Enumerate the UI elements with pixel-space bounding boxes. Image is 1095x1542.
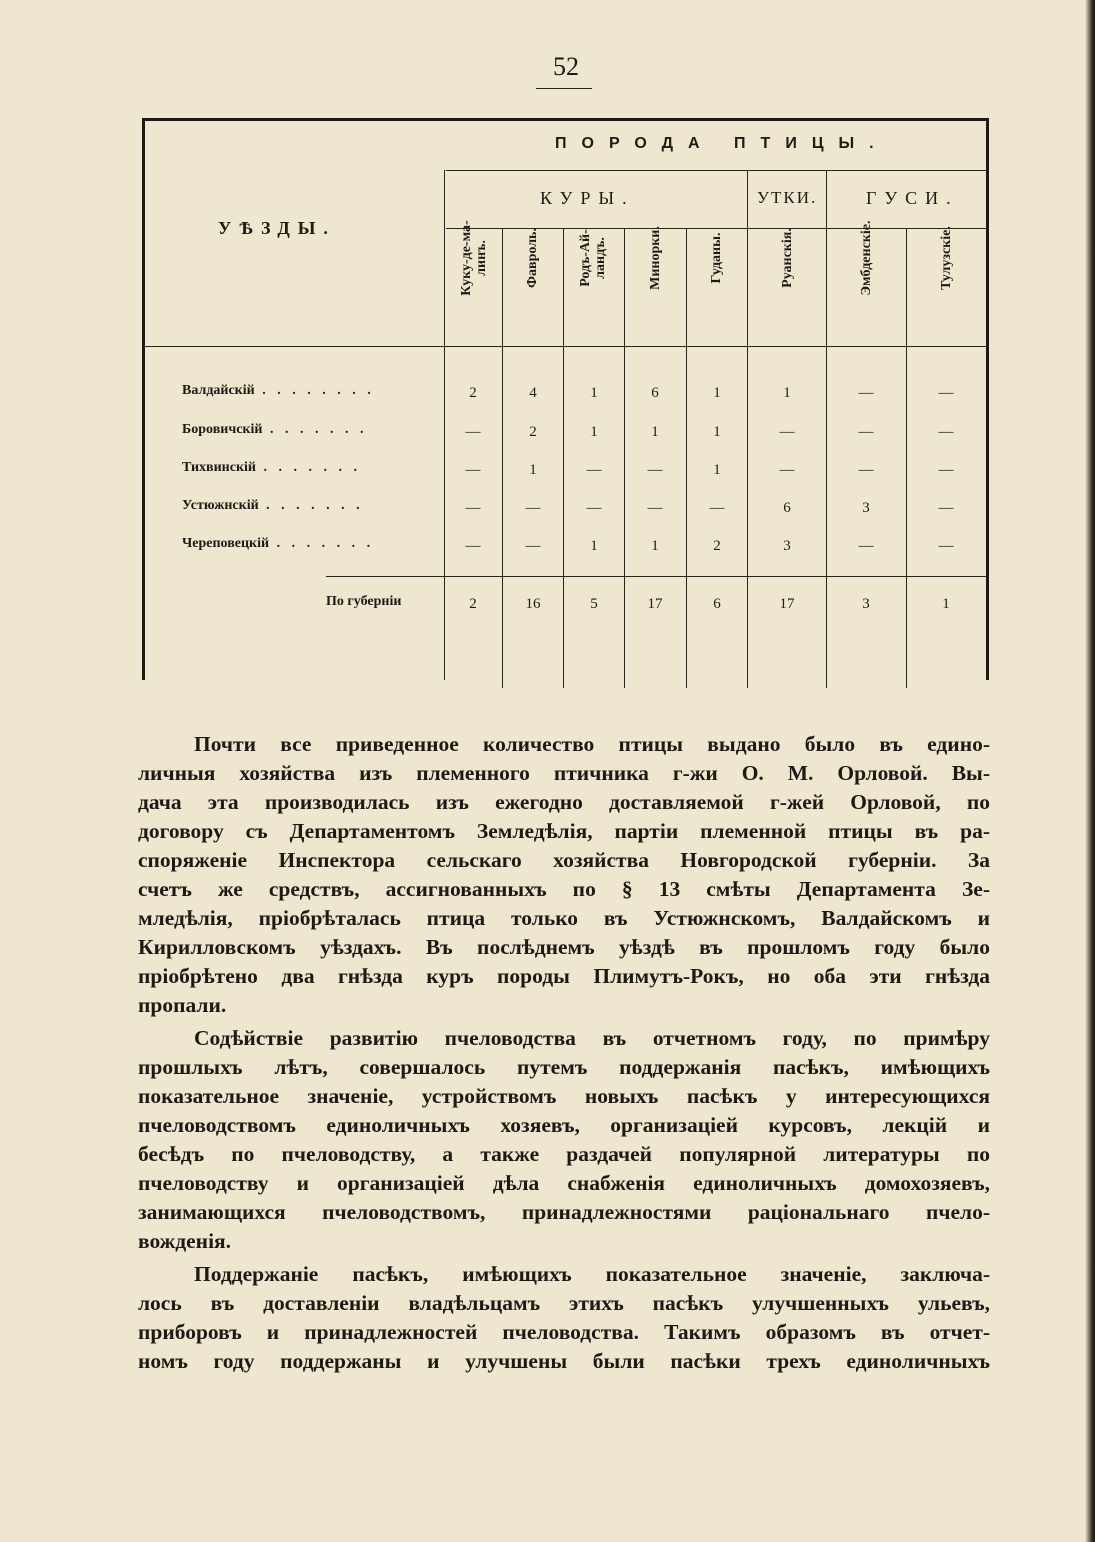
col-rule-7 <box>906 228 907 688</box>
text-line: личныя хозяйства изъ племенного птичника г-жи О. М. Орловой. Вы- <box>138 761 990 785</box>
paragraph-2 <box>138 1024 990 1256</box>
total-cell: 16 <box>525 596 541 612</box>
cell: — <box>779 462 795 478</box>
cell: 1 <box>713 385 721 401</box>
total-cell: 17 <box>779 596 795 612</box>
cell: 2 <box>713 538 721 554</box>
col-rule-4 <box>686 228 687 688</box>
cell: — <box>779 424 795 440</box>
text-line: лось въ доставленіи владѣльцамъ этихъ пасѣкъ улучшенныхъ ульевъ, <box>138 1291 990 1315</box>
row-label-borovichi: Боровичскій . . . . . . . <box>182 422 368 437</box>
cell: — <box>938 500 954 516</box>
cell: — <box>858 538 874 554</box>
cell: 1 <box>590 424 598 440</box>
cell: — <box>465 424 481 440</box>
cell: — <box>647 462 663 478</box>
col-head-favrol: Фавроль. <box>524 228 540 288</box>
col-head-minorki: Минорки. <box>647 226 663 290</box>
cell: — <box>709 500 725 516</box>
cell: — <box>858 424 874 440</box>
text-line: споряженіе Инспектора сельскаго хозяйства Новгородской губерніи. За <box>138 848 990 872</box>
cell: — <box>647 500 663 516</box>
cell: 2 <box>469 385 477 401</box>
table-top-rule <box>142 118 988 121</box>
row-header: УѢЗДЫ. <box>218 218 336 238</box>
text-line: прошлыхъ лѣтъ, совершалось путемъ поддержанія пасѣкъ, имѣющихъ <box>138 1055 990 1079</box>
col-rule-1 <box>502 228 503 688</box>
cell: 1 <box>713 462 721 478</box>
text-line: Почти все приведенное количество птицы выдано было въ едино- <box>194 732 990 756</box>
header-bottom-rule <box>142 346 988 347</box>
cell: — <box>858 385 874 401</box>
table-right-rule <box>986 118 989 680</box>
text-line: пчеловодству и организаціей дѣла снабженія единоличныхъ домохозяевъ, <box>138 1171 990 1195</box>
cell: 1 <box>529 462 537 478</box>
cell: 3 <box>862 500 870 516</box>
text-line: мледѣлія, пріобрѣталась птица только въ Устюжнскомъ, Валдайскомъ и <box>138 906 990 930</box>
text-line: дача эта производилась изъ ежегодно доставляемой г-жей Орловой, по <box>138 790 990 814</box>
col-rule-2 <box>563 228 564 688</box>
cell: — <box>586 500 602 516</box>
total-rule <box>326 576 988 577</box>
group-gusi: ГУСИ. <box>866 188 959 208</box>
row-label-cherepovets: Череповецкій . . . . . . . <box>182 536 375 551</box>
col-head-kuku: Куку-де-ма- линъ. <box>459 220 489 296</box>
total-cell: 5 <box>590 596 598 612</box>
text-line: пріобрѣтено два гнѣзда куръ породы Плимутъ-Рокъ, но оба эти гнѣзда <box>138 964 990 988</box>
table-left-rule <box>142 118 145 680</box>
row-label-tikhvin: Тихвинскій . . . . . . . <box>182 460 361 475</box>
total-cell: 17 <box>647 596 663 612</box>
text-line: пчеловодствомъ единоличныхъ хозяевъ, организаціей курсовъ, лекцій и <box>138 1113 990 1137</box>
cell: — <box>938 385 954 401</box>
cell: — <box>525 538 541 554</box>
cell: 1 <box>651 424 659 440</box>
col-head-tuluzskie: Тулузскіе. <box>938 226 954 290</box>
cell: — <box>938 424 954 440</box>
text-line: Поддержаніе пасѣкъ, имѣющихъ показательное значеніе, заключа- <box>194 1262 990 1286</box>
text-line: договору съ Департаментомъ Земледѣлія, партіи племенной птицы въ ра- <box>138 819 990 843</box>
row-label-ustyuzhna: Устюжнскій . . . . . . . <box>182 498 364 513</box>
cell: 1 <box>651 538 659 554</box>
cell: 4 <box>529 385 537 401</box>
text-line: Кирилловскомъ уѣздахъ. Въ послѣднемъ уѣздѣ въ прошломъ году было <box>138 935 990 959</box>
cell: 6 <box>651 385 659 401</box>
page-number: 52 <box>553 52 579 81</box>
text-line: приборовъ и принадлежностей пчеловодства. Такимъ образомъ въ отчет- <box>138 1320 990 1344</box>
text-line: номъ году поддержаны и улучшены были пасѣки трехъ единоличныхъ <box>138 1349 990 1373</box>
text-line: показательное значеніе, устройствомъ новыхъ пасѣкъ у интересующихся <box>138 1084 990 1108</box>
table-caption: ПОРОДА ПТИЦЫ. <box>555 135 889 152</box>
text-line: занимающихся пчеловодствомъ, принадлежностями раціональнаго пчело- <box>138 1200 990 1224</box>
total-cell: 6 <box>713 596 721 612</box>
col-head-rod-ailand: Родъ-Ай- ландъ. <box>578 229 608 287</box>
row-label-valdai: Валдайскій . . . . . . . . <box>182 383 375 398</box>
cell: 3 <box>783 538 791 554</box>
caption-rule <box>446 170 988 171</box>
cell: — <box>938 538 954 554</box>
total-cell: 2 <box>469 596 477 612</box>
group-utki: УТКИ. <box>757 188 818 207</box>
text-line: Содѣйствіе развитію пчеловодства въ отчетномъ году, по примѣру <box>194 1026 990 1050</box>
text-line: счетъ же средствъ, ассигнованныхъ по § 13 смѣты Департамента Зе- <box>138 877 990 901</box>
paragraph-1 <box>138 730 990 1020</box>
col-rule-3 <box>624 228 625 688</box>
cell: — <box>525 500 541 516</box>
paragraph-3 <box>138 1260 990 1376</box>
col-head-ruanskie: Руанскія. <box>779 228 795 288</box>
total-label: По губерніи <box>326 594 402 609</box>
body-text <box>138 730 990 1380</box>
col-rule-5 <box>747 170 748 688</box>
cell: — <box>465 538 481 554</box>
cell: 1 <box>783 385 791 401</box>
cell: — <box>465 500 481 516</box>
col-head-gudany: Гуданы. <box>708 232 724 284</box>
group-kury: КУРЫ. <box>540 188 635 208</box>
text-line: пропали. <box>138 993 227 1017</box>
cell: — <box>465 462 481 478</box>
cell: 1 <box>590 385 598 401</box>
cell: — <box>938 462 954 478</box>
cell: 1 <box>713 424 721 440</box>
cell: 6 <box>783 500 791 516</box>
cell: — <box>858 462 874 478</box>
total-cell: 1 <box>942 596 950 612</box>
col-rule-6 <box>826 170 827 688</box>
cell: 1 <box>590 538 598 554</box>
cell: — <box>586 462 602 478</box>
col-head-embdenskie: Эмбденскіе. <box>858 220 874 296</box>
text-line: вожденія. <box>138 1229 232 1253</box>
text-line: бесѣдъ по пчеловодству, а также раздачей популярной литературы по <box>138 1142 990 1166</box>
total-cell: 3 <box>862 596 870 612</box>
poultry-table <box>0 0 1095 720</box>
cell: 2 <box>529 424 537 440</box>
